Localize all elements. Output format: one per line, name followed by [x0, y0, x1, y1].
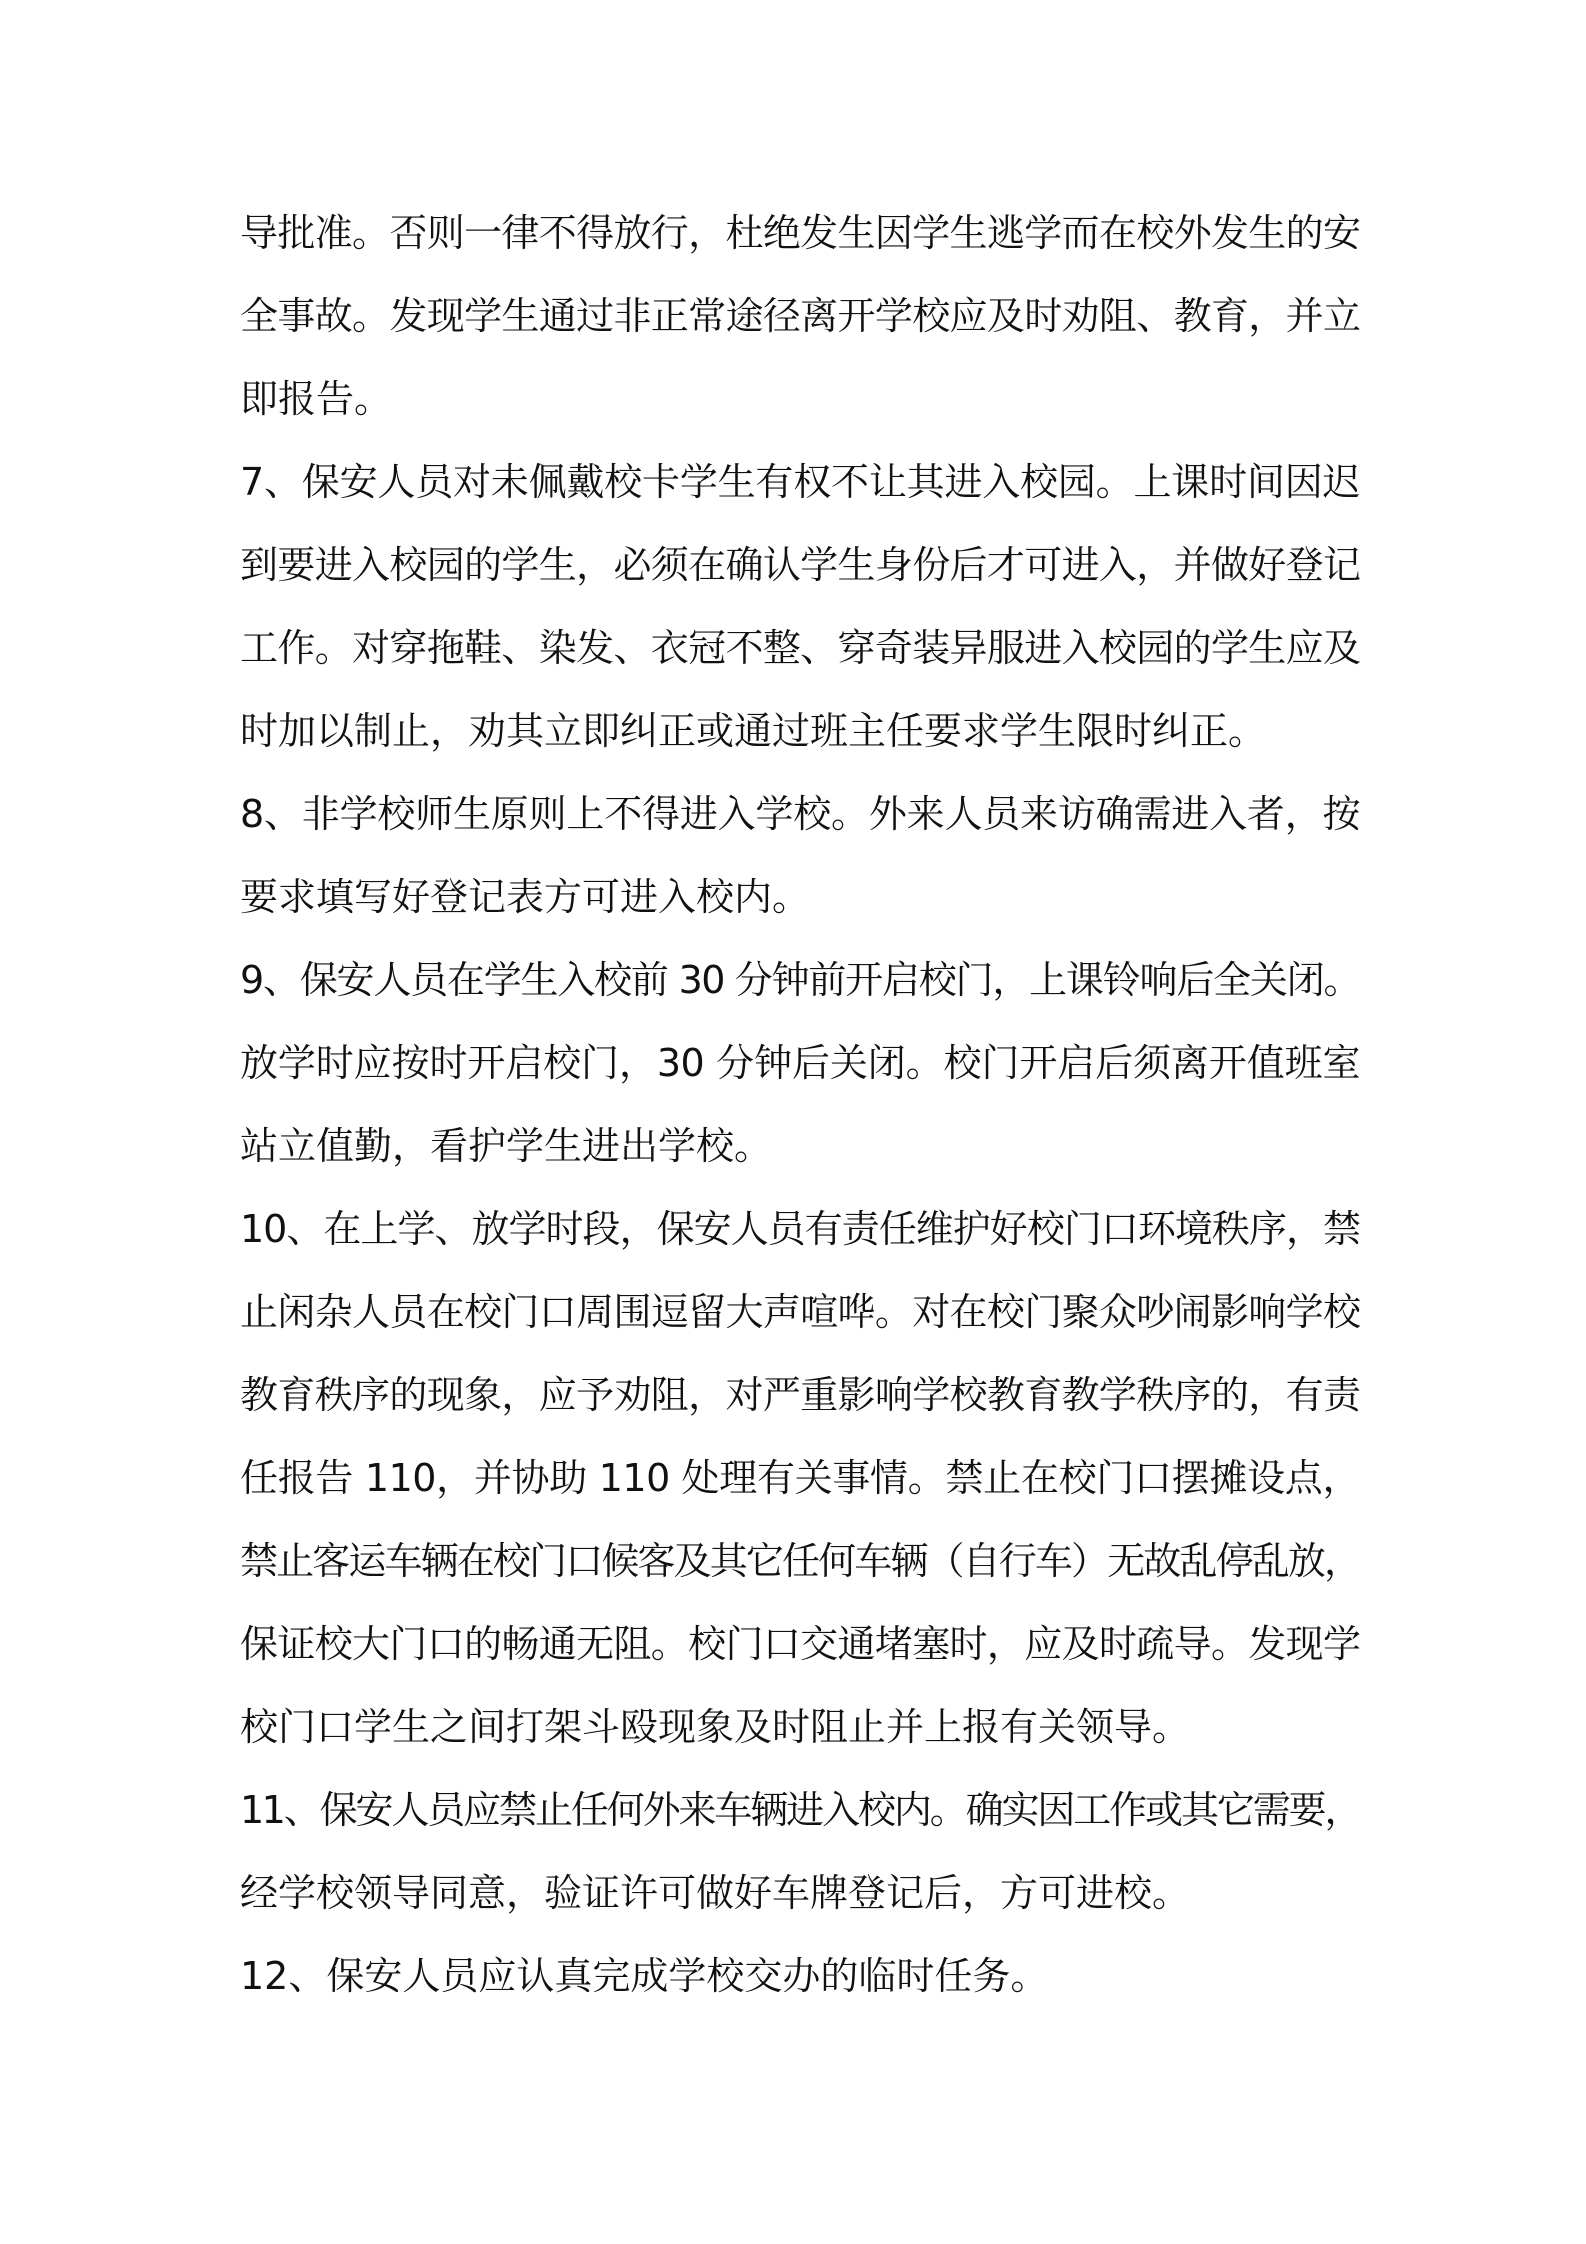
text-line: 导批准。否则一律不得放行，杜绝发生因学生逃学而在校外发生的安: [240, 211, 1360, 255]
document-body: [240, 192, 1360, 2018]
text-line: 教育秩序的现象，应予劝阻，对严重影响学校教育教学秩序的，有责: [240, 1373, 1360, 1417]
text-line: 9、保安人员在学生入校前 30 分钟前开启校门，上课铃响后全关闭。: [240, 958, 1360, 1002]
text-line: 止闲杂人员在校门口周围逗留大声喧哗。对在校门聚众吵闹影响学校: [240, 1290, 1360, 1334]
text-line: 到要进入校园的学生，必须在确认学生身份后才可进入，并做好登记: [240, 543, 1360, 587]
text-line: 11、保安人员应禁止任何外来车辆进入校内。确实因工作或其它需要，: [240, 1788, 1360, 1832]
text-line: 经学校领导同意，验证许可做好车牌登记后，方可进校。: [240, 1871, 1191, 1915]
text-line: 10、在上学、放学时段，保安人员有责任维护好校门口环境秩序，禁: [240, 1207, 1360, 1251]
text-line: 全事故。发现学生通过非正常途径离开学校应及时劝阻、教育，并立: [240, 294, 1360, 338]
text-line: 站立值勤，看护学生进出学校。: [240, 1124, 773, 1168]
text-line: 12、保安人员应认真完成学校交办的临时任务。: [240, 1954, 1049, 1998]
text-line: 要求填写好登记表方可进入校内。: [240, 875, 811, 919]
text-line: 放学时应按时开启校门，30 分钟后关闭。校门开启后须离开值班室: [240, 1041, 1360, 1085]
text-line: 8、非学校师生原则上不得进入学校。外来人员来访确需进入者，按: [240, 792, 1360, 836]
text-line: 保证校大门口的畅通无阻。校门口交通堵塞时，应及时疏导。发现学: [240, 1622, 1360, 1666]
text-line: 工作。对穿拖鞋、染发、衣冠不整、穿奇装异服进入校园的学生应及: [240, 626, 1360, 670]
text-line: 时加以制止，劝其立即纠正或通过班主任要求学生限时纠正。: [240, 709, 1267, 753]
text-line: 即报告。: [240, 377, 393, 421]
text-line: 7、保安人员对未佩戴校卡学生有权不让其进入校园。上课时间因迟: [240, 460, 1360, 504]
text-line: 任报告 110，并协助 110 处理有关事情。禁止在校门口摆摊设点，: [240, 1456, 1360, 1500]
text-line: 禁止客运车辆在校门口候客及其它任何车辆（自行车）无故乱停乱放，: [240, 1539, 1360, 1583]
text-line: 校门口学生之间打架斗殴现象及时阻止并上报有关领导。: [240, 1705, 1191, 1749]
